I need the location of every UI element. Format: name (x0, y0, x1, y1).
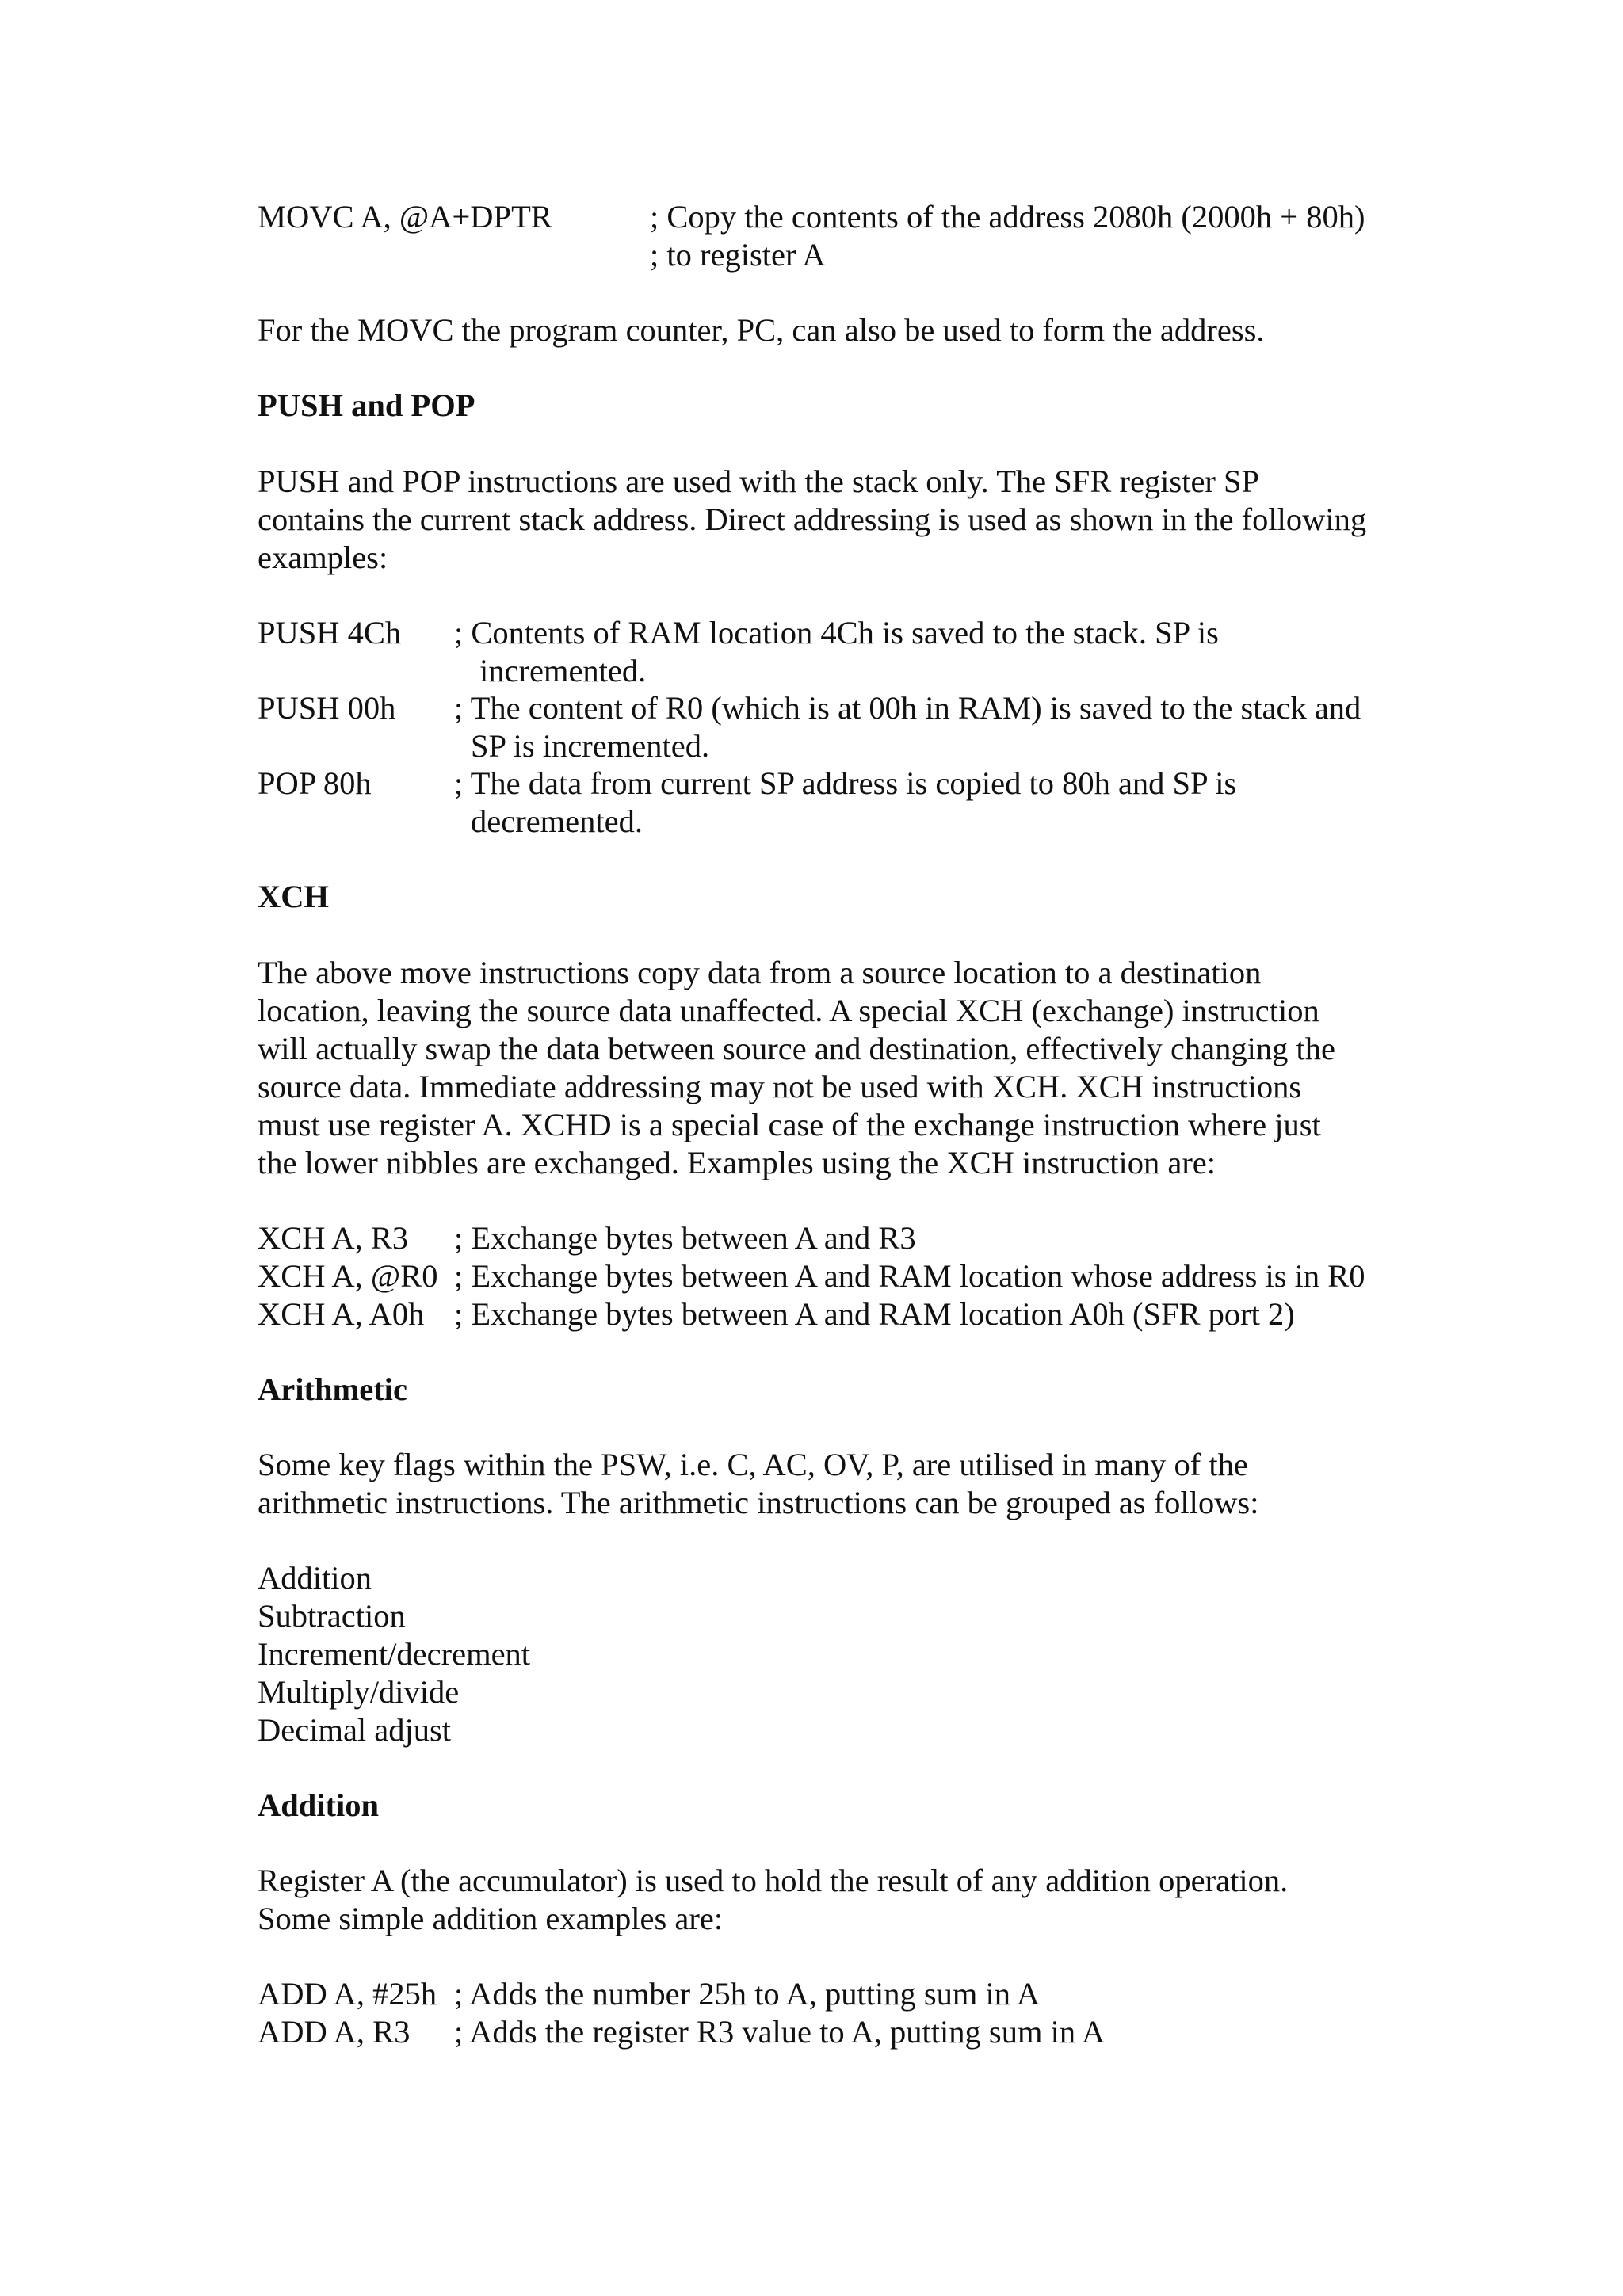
xch-example-code: XCH A, @R0 (258, 1258, 438, 1294)
xch-para-line: must use register A. XCHD is a special case of the exchange instruction where just (258, 1107, 1321, 1142)
xch-example-code: XCH A, A0h (258, 1296, 425, 1332)
push-pop-para-line: PUSH and POP instructions are used with the stack only. The SFR register SP (258, 463, 1260, 499)
xch-para-line: The above move instructions copy data from a source location to a destination (258, 955, 1262, 990)
addition-para-line: Register A (the accumulator) is used to hold the result of any addition operation. (258, 1863, 1289, 1898)
pop-example-code: POP 80h (258, 765, 372, 801)
add-example-comment: ; Adds the number 25h to A, putting sum in A (454, 1976, 1041, 2012)
xch-example-code: XCH A, R3 (258, 1220, 409, 1256)
movc-comment-cont: ; to register A (650, 237, 826, 273)
addition-para-line: Some simple addition examples are: (258, 1901, 724, 1936)
arithmetic-group-item: Multiply/divide (258, 1674, 460, 1710)
xch-example-comment: ; Exchange bytes between A and R3 (454, 1220, 916, 1256)
xch-example-comment: ; Exchange bytes between A and RAM location whose address is in R0 (454, 1258, 1365, 1294)
xch-example-comment: ; Exchange bytes between A and RAM location A0h (SFR port 2) (454, 1296, 1295, 1332)
push-pop-heading: PUSH and POP (258, 387, 475, 423)
arithmetic-group-item: Increment/decrement (258, 1636, 531, 1672)
push-example-comment: ; Contents of RAM location 4Ch is saved to the stack. SP is (454, 615, 1219, 650)
arithmetic-group-item: Decimal adjust (258, 1712, 452, 1748)
pop-example-comment: ; The data from current SP address is copied to 80h and SP is (454, 765, 1237, 801)
push-example-code: PUSH 00h (258, 690, 396, 726)
movc-code: MOVC A, @A+DPTR (258, 199, 552, 235)
arithmetic-para-line: arithmetic instructions. The arithmetic instructions can be grouped as follows: (258, 1485, 1259, 1520)
xch-para-line: location, leaving the source data unaffected. A special XCH (exchange) instruction (258, 993, 1319, 1028)
add-example-code: ADD A, R3 (258, 2014, 411, 2050)
arithmetic-group-item: Subtraction (258, 1598, 406, 1634)
pop-example-comment-cont: decremented. (471, 803, 643, 839)
xch-para-line: source data. Immediate addressing may not be used with XCH. XCH instructions (258, 1069, 1302, 1104)
push-example-comment-cont: incremented. (479, 653, 647, 688)
addition-heading: Addition (258, 1787, 380, 1823)
arithmetic-heading: Arithmetic (258, 1371, 407, 1407)
add-example-comment: ; Adds the register R3 value to A, putting sum in A (454, 2014, 1106, 2050)
push-pop-para-line: examples: (258, 540, 388, 575)
xch-heading: XCH (258, 879, 329, 914)
arithmetic-group-item: Addition (258, 1560, 372, 1596)
xch-para-line: the lower nibbles are exchanged. Examples using the XCH instruction are: (258, 1145, 1216, 1180)
push-pop-para-line: contains the current stack address. Direct addressing is used as shown in the following (258, 502, 1367, 537)
add-example-code: ADD A, #25h (258, 1976, 437, 2012)
movc-comment: ; Copy the contents of the address 2080h (2000h + 80h) (650, 199, 1365, 235)
push-example-comment-cont: SP is incremented. (471, 728, 710, 764)
push-example-comment: ; The content of R0 (which is at 00h in RAM) is saved to the stack and (454, 690, 1361, 726)
push-example-code: PUSH 4Ch (258, 615, 402, 650)
movc-note: For the MOVC the program counter, PC, can also be used to form the address. (258, 312, 1265, 348)
xch-para-line: will actually swap the data between source and destination, effectively changing the (258, 1031, 1336, 1066)
arithmetic-para-line: Some key flags within the PSW, i.e. C, AC, OV, P, are utilised in many of the (258, 1447, 1248, 1482)
